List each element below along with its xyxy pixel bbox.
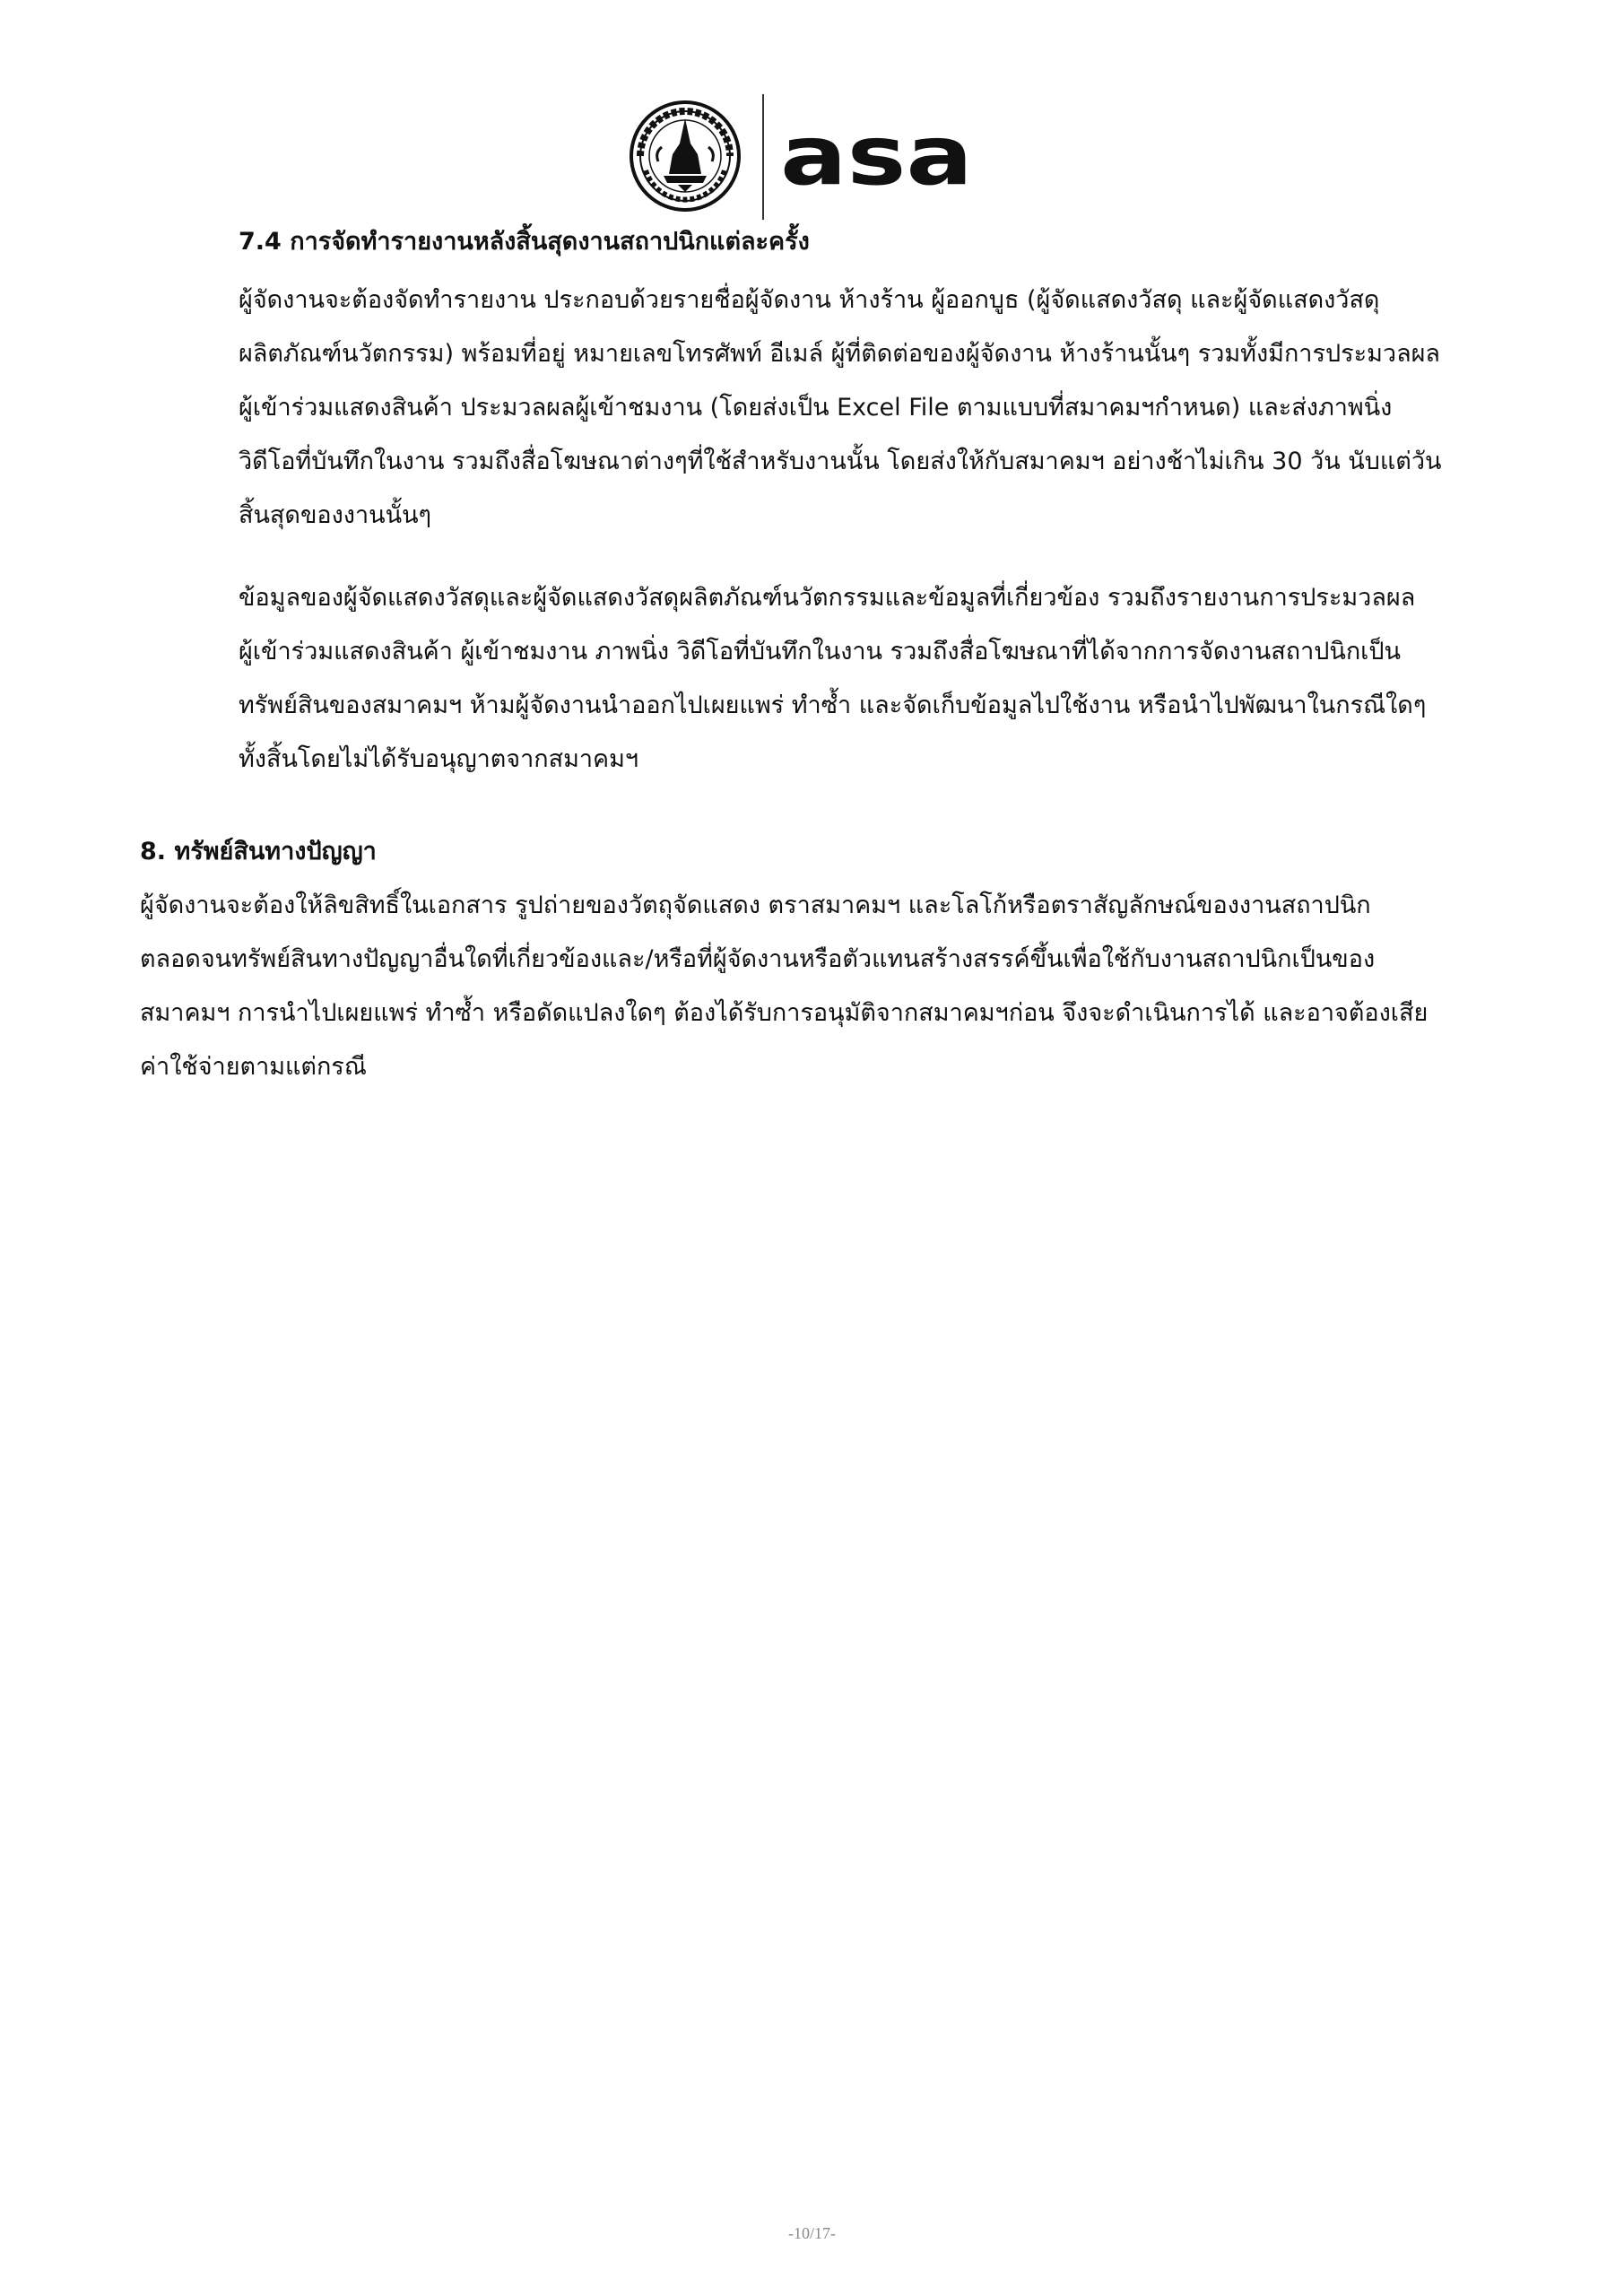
paragraph-line: ผู้จัดงานจะต้องจัดทำรายงาน ประกอบด้วยรายชื่อผู้จัดงาน ห้างร้าน ผู้ออกบูธ (ผู้จัดแสดงวัสดุ และผู้จัดแสดงวัสดุ (239, 286, 1380, 314)
section-7-4 (239, 224, 1521, 260)
paragraph-line: ผู้จัดงานจะต้องให้ลิขสิทธิ์ในเอกสาร รูปถ่ายของวัตถุจัดแสดง ตราสมาคมฯ และโลโก้หรือตราสัญลักษณ์ของงานสถาปนิก (140, 891, 1371, 919)
header-divider (762, 94, 764, 220)
paragraph-line: ข้อมูลของผู้จัดแสดงวัสดุและผู้จัดแสดงวัสดุผลิตภัณฑ์นวัตกรรมและข้อมูลที่เกี่ยวข้อง รวมถึงรายงานการประมวลผล (239, 584, 1416, 612)
paragraph-line: สิ้นสุดของงานนั้นๆ (239, 501, 432, 529)
section-heading: 8. ทรัพย์สินทางปัญญา (140, 838, 377, 865)
svg-text:asa: asa (780, 121, 973, 193)
section-7-4-paragraph-2 (239, 571, 1521, 787)
paragraph-line: ตลอดจนทรัพย์สินทางปัญญาอื่นใดที่เกี่ยวข้องและ/หรือที่ผู้จัดงานหรือตัวแทนสร้างสรรค์ขึ้นเพื่อใช้กับงานสถาปนิกเป็นของ (140, 945, 1376, 973)
association-seal-icon (628, 99, 743, 213)
section-7-4-paragraph-1 (239, 274, 1521, 543)
section-heading: 7.4 การจัดทำรายงานหลังสิ้นสุดงานสถาปนิกแต่ละครั้ง (239, 228, 810, 256)
paragraph-line: สมาคมฯ การนำไปเผยแพร่ ทำซ้ำ หรือดัดแปลงใดๆ ต้องได้รับการอนุมัติจากสมาคมฯก่อน จึงจะดำเนินการได้ และอาจต้องเสีย (140, 999, 1429, 1027)
paragraph-line: ผู้เข้าร่วมแสดงสินค้า ผู้เข้าชมงาน ภาพนิ่ง วิดีโอที่บันทึกในงาน รวมถึงสื่อโฆษณาที่ได้จากการจัดงานสถาปนิกเป็น (239, 638, 1401, 665)
paragraph-line: ทั้งสิ้นโดยไม่ได้รับอนุญาตจากสมาคมฯ (239, 745, 639, 773)
asa-logo (780, 121, 977, 193)
page-number: -10/17- (788, 2224, 836, 2242)
section-8-paragraph (140, 879, 1521, 1094)
paragraph-line: ผู้เข้าร่วมแสดงสินค้า ประมวลผลผู้เข้าชมงาน (โดยส่งเป็น Excel File ตามแบบที่สมาคมฯกำหนด) และส่งภาพนิ่ง (239, 394, 1393, 422)
document-header (619, 90, 977, 224)
paragraph-line: ผลิตภัณฑ์นวัตกรรม) พร้อมที่อยู่ หมายเลขโทรศัพท์ อีเมล์ ผู้ที่ติดต่อของผู้จัดงาน ห้างร้านนั้นๆ รวมทั้งมีการประมวลผล (239, 340, 1440, 368)
paragraph-line: ค่าใช้จ่ายตามแต่กรณี (140, 1053, 367, 1081)
section-8 (140, 834, 1521, 870)
paragraph-line: วิดีโอที่บันทึกในงาน รวมถึงสื่อโฆษณาต่างๆที่ใช้สำหรับงานนั้น โดยส่งให้กับสมาคมฯ อย่างช้าไม่เกิน 30 วัน นับแต่วัน (239, 448, 1442, 475)
paragraph-line: ทรัพย์สินของสมาคมฯ ห้ามผู้จัดงานนำออกไปเผยแพร่ ทำซ้ำ และจัดเก็บข้อมูลไปใช้งาน หรือนำไปพัฒนาในกรณีใดๆ (239, 691, 1427, 719)
